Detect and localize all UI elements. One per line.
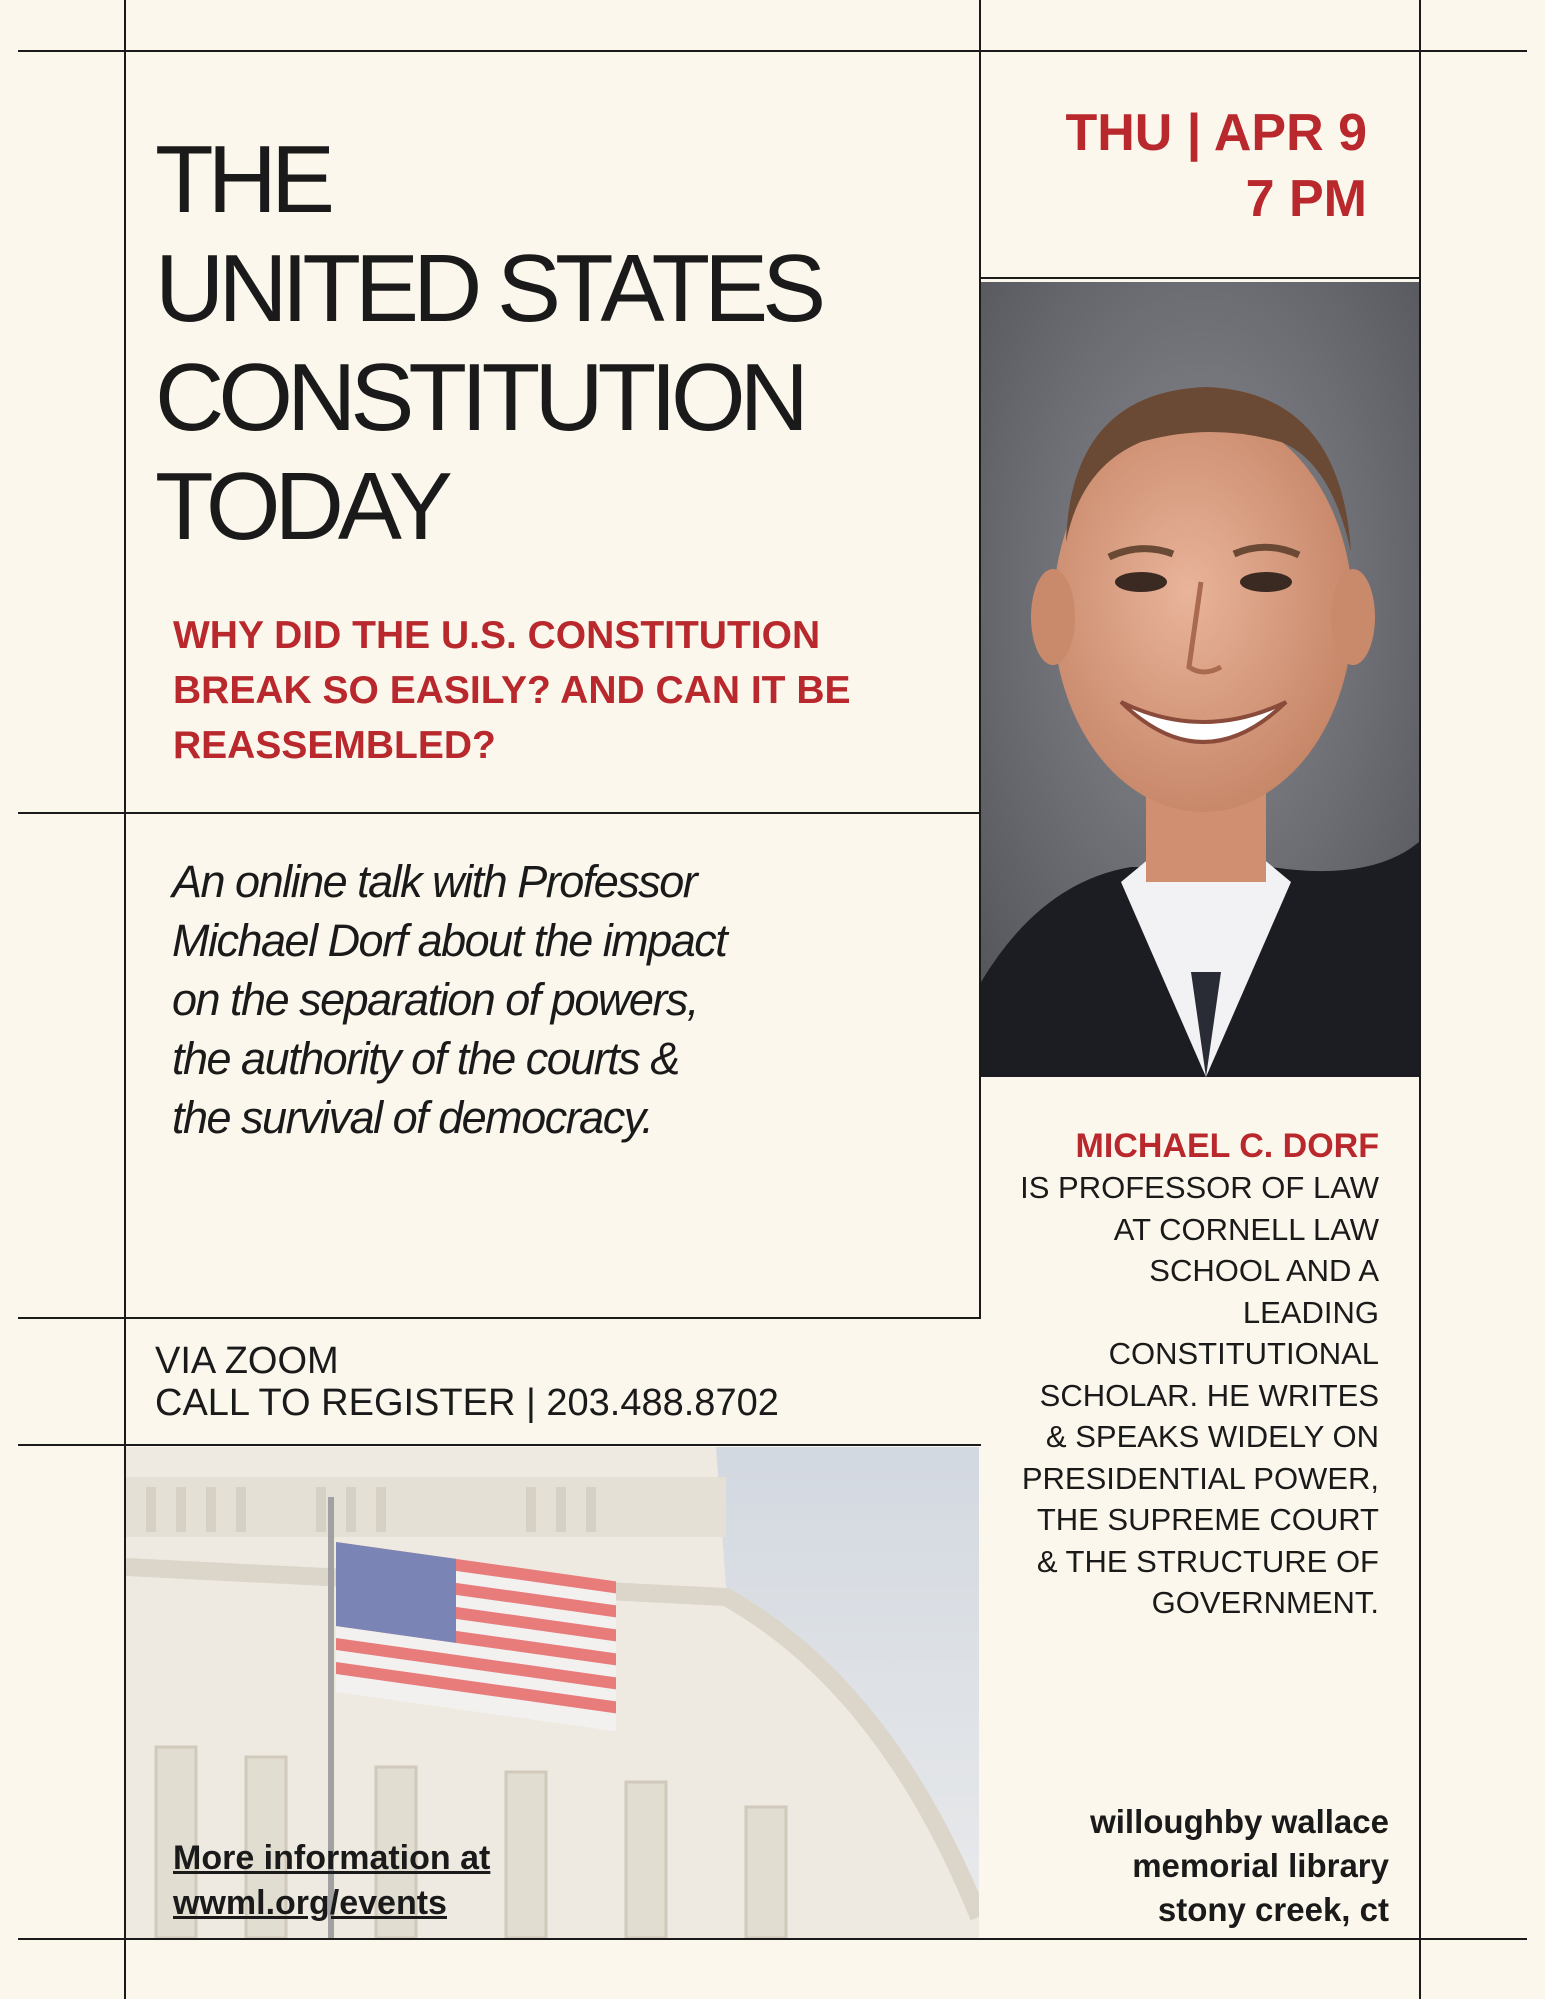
speaker-name: MICHAEL C. DORF [1075, 1127, 1379, 1165]
title-line: THE [155, 126, 329, 233]
page-title [155, 125, 915, 561]
more-info-line[interactable]: More information at [173, 1839, 491, 1877]
speaker-portrait [981, 282, 1419, 1077]
library-location: stony creek, ct [1157, 1891, 1389, 1928]
title-line: CONSTITUTION [155, 344, 803, 451]
grid-line-right [1419, 0, 1421, 1999]
grid-line-top [18, 50, 1527, 52]
more-info-url[interactable]: wwml.org/events [173, 1884, 447, 1922]
registration-info [155, 1340, 779, 1424]
event-day-date: THU | APR 9 [1065, 104, 1367, 162]
grid-line-register-bottom [18, 1444, 981, 1446]
more-info-link[interactable] [173, 1836, 490, 1926]
event-time: 7 PM [1245, 170, 1367, 228]
library-line: willoughby wallace [1090, 1803, 1389, 1840]
grid-line-question-bottom [18, 812, 981, 814]
library-credit [1090, 1800, 1389, 1932]
title-line: UNITED STATES [155, 235, 821, 342]
speaker-bio-text: IS PROFESSOR OF LAW AT CORNELL LAW SCHOOL AND A LEADING CONSTITUTIONAL SCHOLAR. HE WRITES & SPEAKS WIDELY ON PRESIDENTIAL POWER, THE SUPREME COURT & THE STRUCTURE OF GOVERNMENT. [1020, 1170, 1379, 1620]
speaker-bio [1019, 1125, 1379, 1624]
event-description: An online talk with Professor Michael Dorf about the impact on the separation of powers, the authority of the courts & the survival of democracy. [172, 856, 727, 1143]
title-line: TODAY [155, 453, 447, 560]
grid-line-bottom [18, 1938, 1527, 1940]
grid-line-desc-bottom [18, 1317, 981, 1319]
library-line: memorial library [1132, 1847, 1389, 1884]
subtitle-question: WHY DID THE U.S. CONSTITUTION BREAK SO EASILY? AND CAN IT BE REASSEMBLED? [173, 614, 851, 767]
grid-line-date-bottom [979, 277, 1421, 279]
portrait-illustration [981, 282, 1419, 1077]
register-phone: CALL TO REGISTER | 203.488.8702 [155, 1382, 779, 1424]
event-date [1065, 100, 1367, 232]
zoom-label: VIA ZOOM [155, 1340, 339, 1382]
